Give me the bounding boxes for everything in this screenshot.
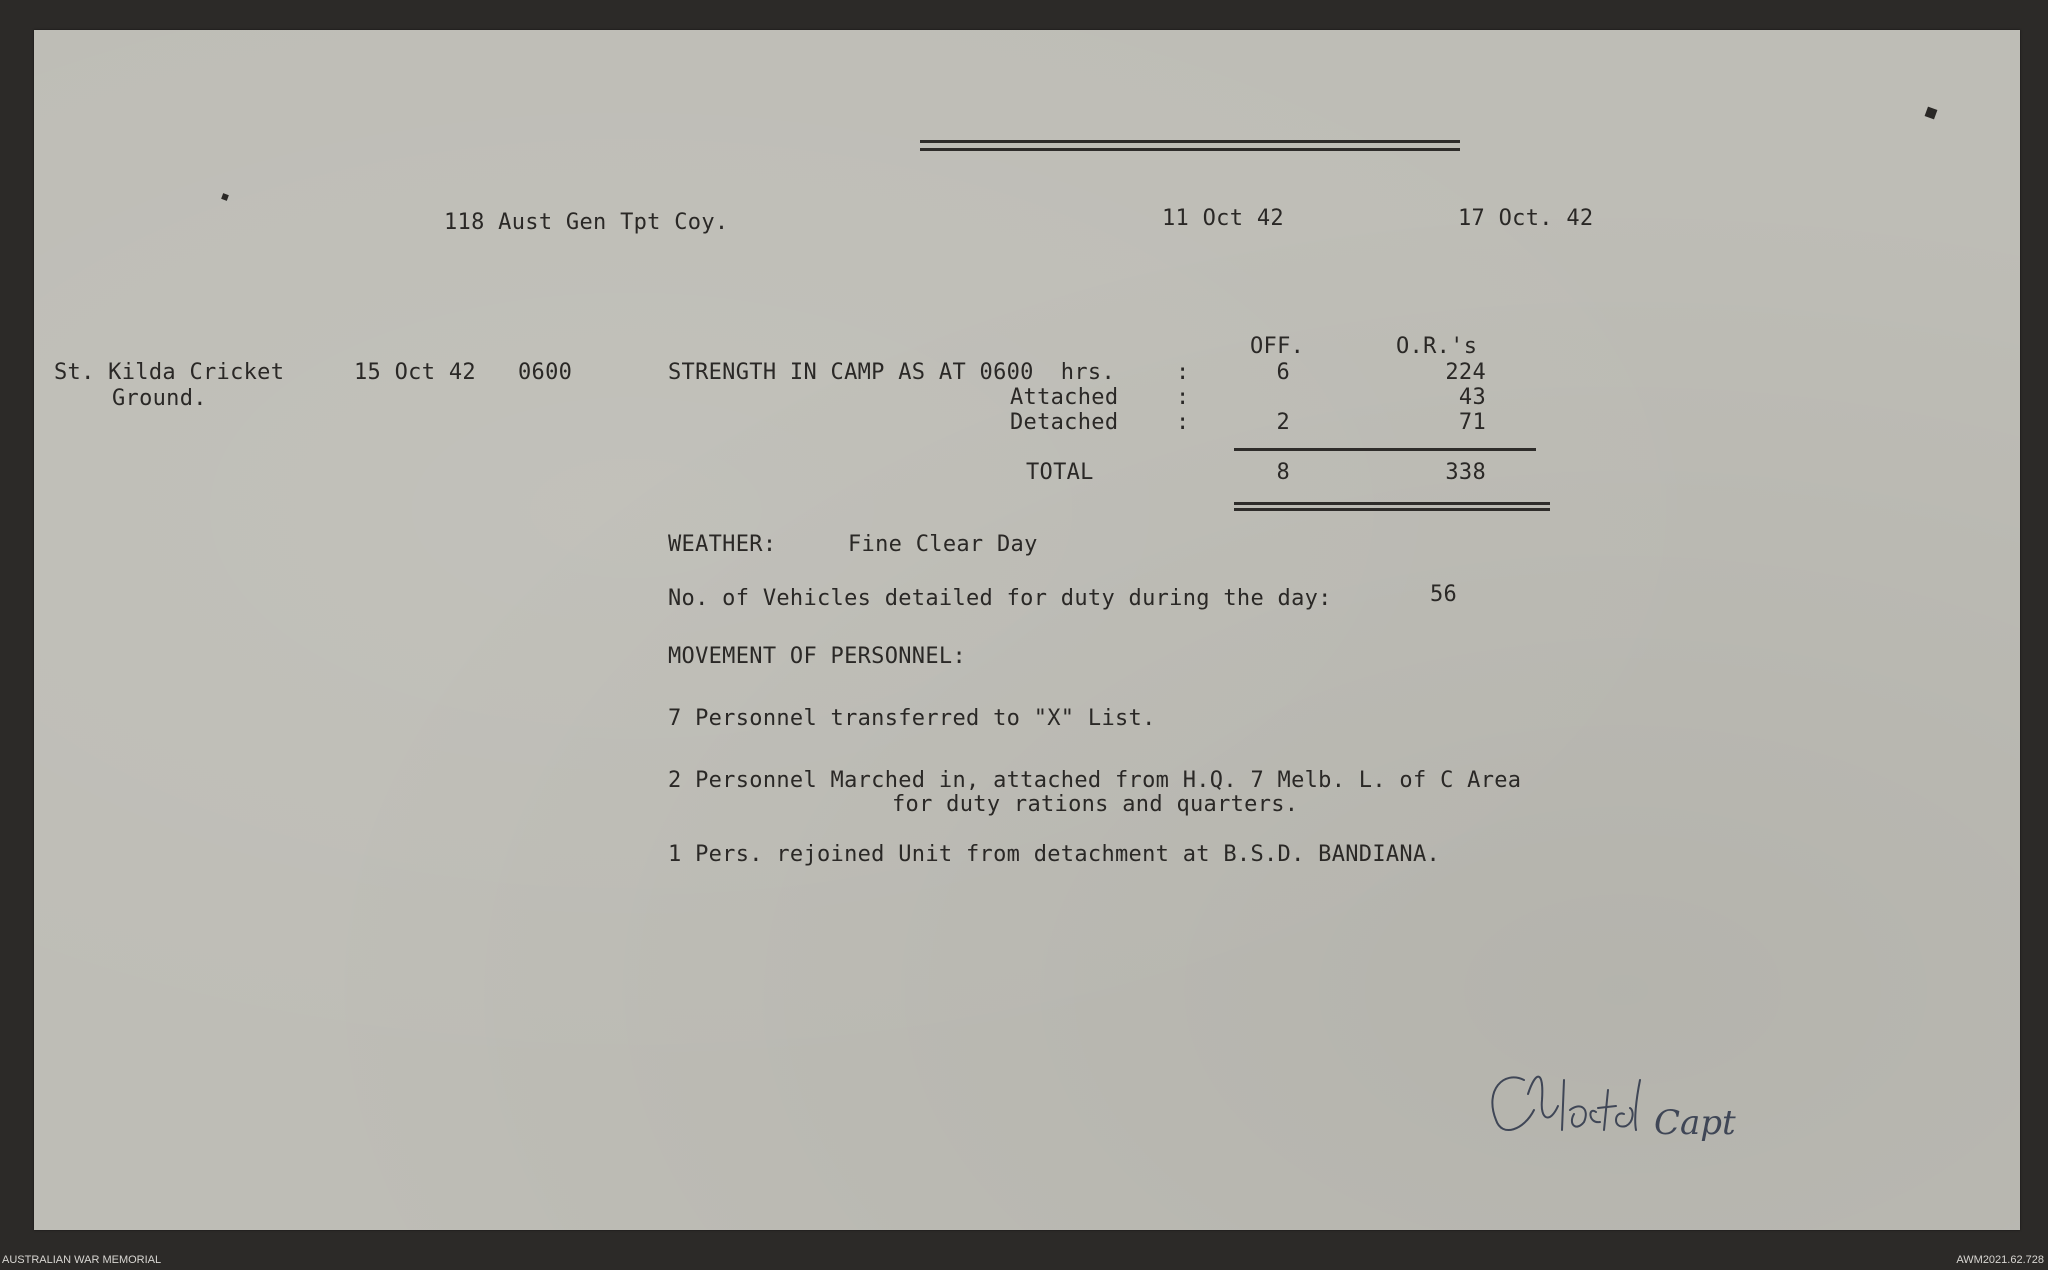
signature-rank: Capt	[1654, 1103, 1736, 1143]
total-rule	[1234, 448, 1536, 451]
attached-colon: :	[1176, 385, 1190, 410]
place-line-2: Ground.	[112, 386, 207, 411]
total-double-rule-bottom	[1234, 508, 1550, 511]
strength-colon: :	[1176, 360, 1190, 385]
total-double-rule-top	[1234, 502, 1550, 505]
detached-off: 2	[1276, 410, 1290, 435]
header-double-rule-bottom	[920, 148, 1460, 151]
total-off: 8	[1276, 460, 1290, 485]
col-header-off: OFF.	[1250, 334, 1305, 359]
header-double-rule-top	[920, 140, 1460, 143]
total-label: TOTAL	[1026, 460, 1094, 485]
paper-mark	[1925, 107, 1938, 120]
attached-label: Attached	[1010, 385, 1119, 410]
period-to-date: 17 Oct. 42	[1458, 206, 1594, 231]
col-header-ors: O.R.'s	[1396, 334, 1478, 359]
place-line-1: St. Kilda Cricket	[54, 360, 285, 385]
strength-ors: 224	[1445, 360, 1486, 385]
weather-label: WEATHER:	[668, 532, 777, 557]
weather-value: Fine Clear Day	[848, 532, 1038, 557]
movement-item-3: 1 Pers. rejoined Unit from detachment at B.S.D. BANDIANA.	[668, 842, 1441, 867]
detached-colon: :	[1176, 410, 1190, 435]
signature-scrawl	[1492, 1077, 1640, 1130]
detached-label: Detached	[1010, 410, 1119, 435]
handwritten-signature	[1484, 1050, 1884, 1160]
document-page	[34, 30, 2020, 1230]
entry-date: 15 Oct 42	[354, 360, 476, 385]
movement-heading: MOVEMENT OF PERSONNEL:	[668, 644, 966, 669]
attached-ors: 43	[1458, 385, 1486, 410]
vehicles-text: No. of Vehicles detailed for duty during the day:	[668, 586, 1332, 611]
paper-mark	[221, 193, 229, 201]
movement-item-2-line-1: 2 Personnel Marched in, attached from H.Q. 7 Melb. L. of C Area	[668, 768, 1522, 793]
footer-right: AWM2021.62.728	[1956, 1254, 2044, 1266]
footer-left: AUSTRALIAN WAR MEMORIAL	[2, 1254, 162, 1266]
vehicles-count: 56	[1430, 582, 1458, 607]
movement-item-2-line-2: for duty rations and quarters.	[892, 792, 1299, 817]
strength-off: 6	[1276, 360, 1290, 385]
period-from-date: 11 Oct 42	[1162, 206, 1284, 231]
unit-name: 118 Aust Gen Tpt Coy.	[444, 210, 729, 235]
strength-title: STRENGTH IN CAMP AS AT 0600 hrs.	[668, 360, 1115, 385]
entry-time: 0600	[518, 360, 573, 385]
total-ors: 338	[1445, 460, 1486, 485]
movement-item-1: 7 Personnel transferred to "X" List.	[668, 706, 1156, 731]
detached-ors: 71	[1458, 410, 1486, 435]
